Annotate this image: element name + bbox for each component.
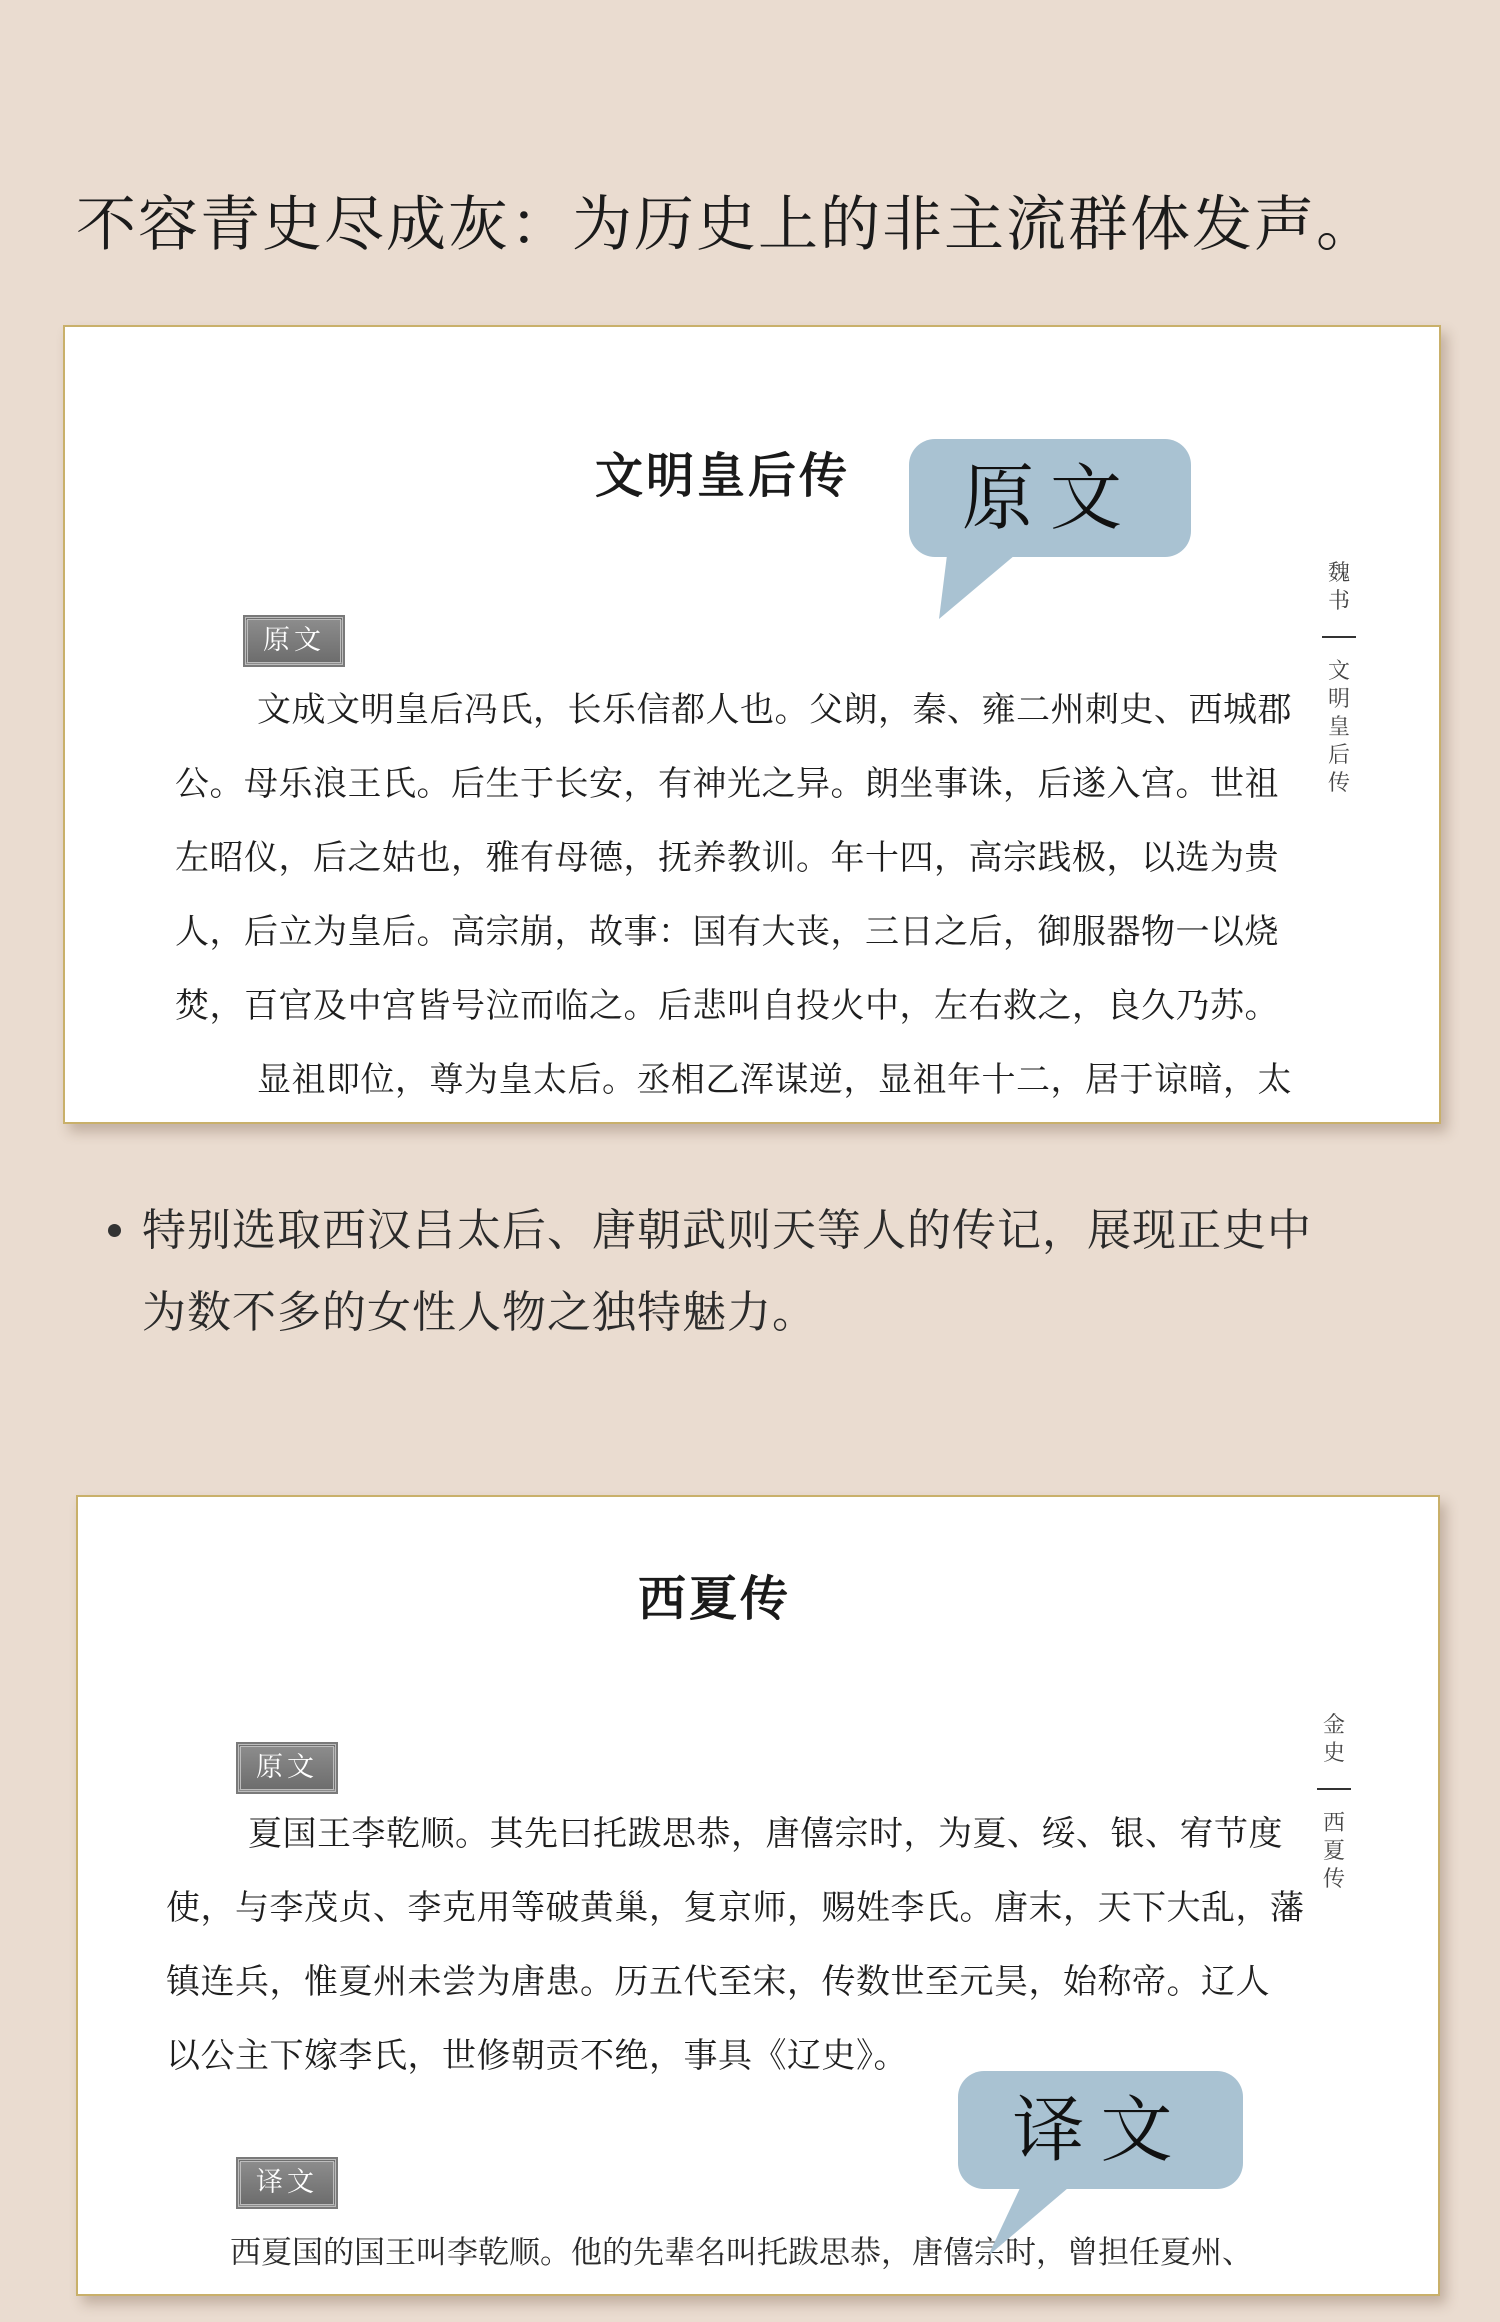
text-line: 显祖即位，尊为皇太后。丞相乙浑谋逆，显祖年十二，居于谅暗，太 xyxy=(257,1060,1292,1100)
text-line: 焚，百官及中宫皆号泣而临之。后悲叫自投火中，左右救之，良久乃苏。 xyxy=(175,986,1279,1026)
text-line: 以公主下嫁李氏，世修朝贡不绝，事具《辽史》。 xyxy=(166,2036,908,2076)
text-line: 镇连兵，惟夏州未尝为唐患。历五代至宋，传数世至元昊，始称帝。辽人 xyxy=(166,1962,1270,2002)
book-page-card-wenming xyxy=(63,325,1441,1124)
side-label-char: 明 xyxy=(1327,687,1350,712)
callout-label: 原文 xyxy=(909,439,1191,557)
side-label-char: 史 xyxy=(1322,1741,1345,1766)
side-divider xyxy=(1322,636,1356,638)
chapter-title: 文明皇后传 xyxy=(595,448,851,504)
side-label-char: 书 xyxy=(1327,589,1350,614)
text-line: 夏国王李乾顺。其先曰托跋思恭，唐僖宗时，为夏、绥、银、宥节度 xyxy=(248,1814,1283,1854)
book-chapter-side-label xyxy=(1314,1712,1354,1894)
original-text-badge: 原文 xyxy=(238,1744,336,1792)
side-label-char: 夏 xyxy=(1322,1839,1345,1864)
side-label-char: 传 xyxy=(1322,1867,1345,1892)
text-line: 使，与李茂贞、李克用等破黄巢，复京师，赐姓李氏。唐末，天下大乱，藩 xyxy=(166,1888,1305,1928)
bullet-line: 为数不多的女性人物之独特魅力。 xyxy=(142,1287,817,1338)
callout-original xyxy=(909,439,1209,624)
side-label-char: 皇 xyxy=(1327,715,1350,740)
text-line: 文成文明皇后冯氏，长乐信都人也。父朗，秦、雍二州刺史、西城郡 xyxy=(257,690,1292,730)
bullet-icon xyxy=(108,1224,121,1237)
side-label-char: 西 xyxy=(1322,1811,1345,1836)
translation-line: 西夏国的国王叫李乾顺。他的先辈名叫托跋思恭，唐僖宗时，曾担任夏州、 xyxy=(230,2235,1253,2271)
bullet-text xyxy=(108,1190,1348,1354)
translation-badge: 译文 xyxy=(238,2159,336,2207)
side-label-char: 后 xyxy=(1327,743,1350,768)
feature-bullet xyxy=(108,1190,1348,1354)
chapter-title: 西夏传 xyxy=(638,1571,792,1627)
side-label-char: 金 xyxy=(1322,1713,1345,1738)
book-chapter-side-label xyxy=(1319,560,1359,798)
text-line: 公。母乐浪王氏。后生于长安，有神光之异。朗坐事诛，后遂入宫。世祖 xyxy=(175,764,1279,804)
text-line: 左昭仪，后之姑也，雅有母德，抚养教训。年十四，高宗践极，以选为贵 xyxy=(175,838,1279,878)
bullet-line: 特别选取西汉吕太后、唐朝武则天等人的传记，展现正史中 xyxy=(142,1205,1312,1256)
side-label-char: 魏 xyxy=(1327,561,1350,586)
side-label-char: 文 xyxy=(1327,659,1350,684)
callout-label: 译文 xyxy=(958,2071,1243,2189)
original-text-paragraph xyxy=(166,1797,1305,2093)
original-text-paragraph xyxy=(175,673,1292,1117)
original-text-badge: 原文 xyxy=(245,617,343,665)
side-label-char: 传 xyxy=(1327,771,1350,796)
page-headline: 不容青史尽成灰：为历史上的非主流群体发声。 xyxy=(76,190,1378,260)
book-page-card-xixia xyxy=(76,1495,1440,2296)
side-divider xyxy=(1317,1788,1351,1790)
text-line: 人，后立为皇后。高宗崩，故事：国有大丧，三日之后，御服器物一以烧 xyxy=(175,912,1279,952)
callout-translation xyxy=(958,2071,1248,2261)
